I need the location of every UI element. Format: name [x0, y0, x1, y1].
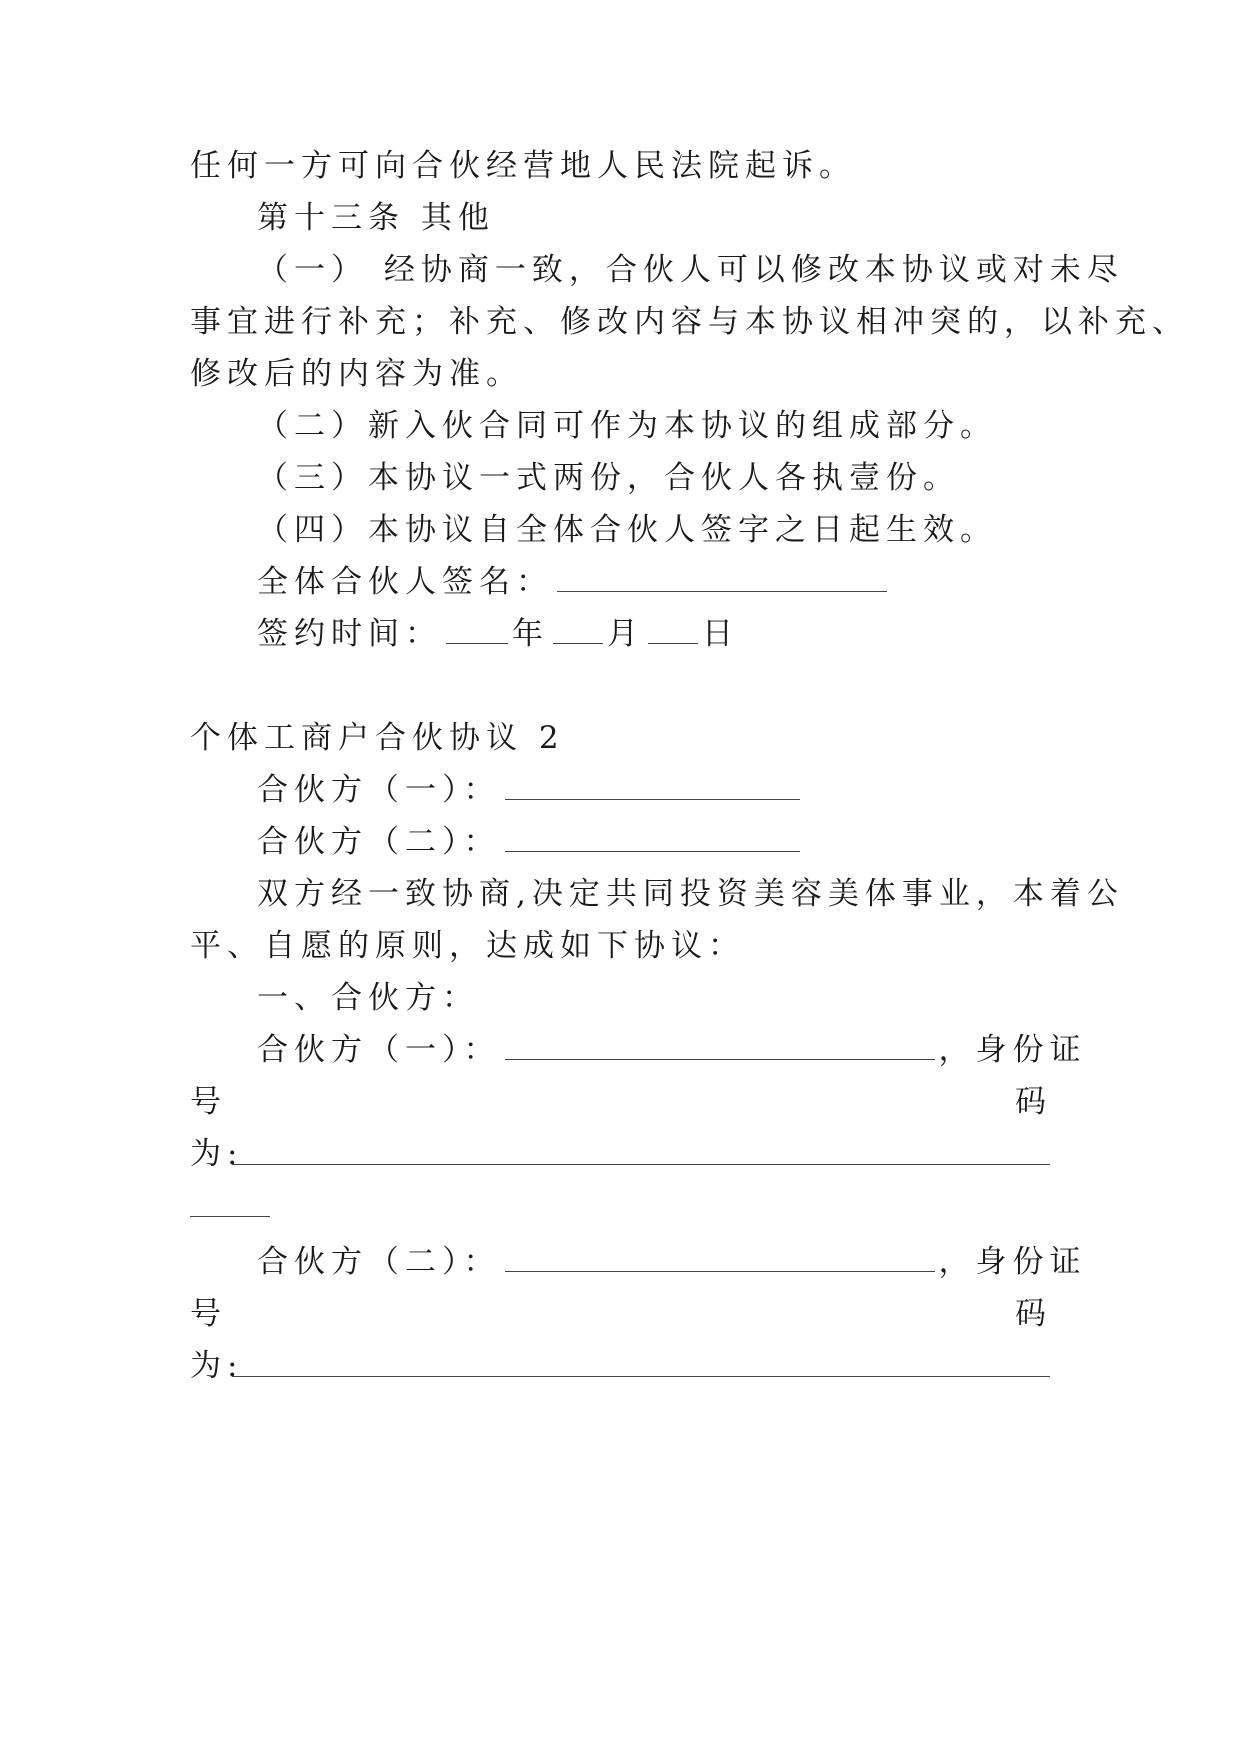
- paragraph-line: 事宜进行补充；补充、修改内容与本协议相冲突的，以补充、: [190, 304, 1189, 340]
- sign-date-line: [257, 614, 1052, 654]
- partner-one-line: [257, 770, 1052, 810]
- partner-two-label: 合伙方（二）：: [257, 824, 501, 860]
- paragraph-line: 修改后的内容为准。: [190, 356, 523, 392]
- partner-one-id-blank[interactable]: [232, 1164, 1050, 1165]
- paragraph-line: 任何一方可向合伙经营地人民法院起诉。: [190, 148, 856, 184]
- wei-text: 为:: [190, 1136, 244, 1172]
- wei-text: 为:: [190, 1348, 244, 1384]
- partner-two-line: [257, 822, 1052, 862]
- month-label: 月: [607, 616, 644, 652]
- id-value-line: [190, 1134, 1052, 1174]
- id-value-line: [190, 1346, 1052, 1386]
- paragraph-line: （三）本协议一式两份，合伙人各执壹份。: [257, 460, 960, 496]
- month-blank[interactable]: [553, 617, 603, 644]
- partner-one-full-line: [257, 1030, 1087, 1070]
- signature-label: 全体合伙人签名：: [257, 564, 553, 600]
- signature-line: [257, 562, 1052, 602]
- paragraph-line: 平、自愿的原则，达成如下协议：: [190, 928, 745, 964]
- ma-text: 码: [1015, 1084, 1052, 1120]
- partner-one-id-blank-continued[interactable]: [190, 1216, 270, 1217]
- paragraph-line: （一） 经协商一致，合伙人可以修改本协议或对未尽: [257, 252, 1124, 288]
- year-blank[interactable]: [446, 617, 508, 644]
- day-label: 日: [702, 616, 739, 652]
- partner-two-id-blank[interactable]: [232, 1376, 1050, 1377]
- year-label: 年: [512, 616, 549, 652]
- partner-two-blank[interactable]: [505, 825, 800, 852]
- hao-text: 号: [190, 1296, 227, 1332]
- id-label-line: [190, 1294, 1052, 1334]
- day-blank[interactable]: [648, 617, 698, 644]
- paragraph-line: （四）本协议自全体合伙人签字之日起生效。: [257, 512, 997, 548]
- partner-two-name-blank[interactable]: [505, 1245, 935, 1272]
- paragraph-line: （二）新入伙合同可作为本协议的组成部分。: [257, 408, 997, 444]
- sign-date-label: 签约时间：: [257, 616, 442, 652]
- section-heading: 一、合伙方：: [257, 980, 479, 1016]
- document-title: 个体工商户合伙协议 2: [190, 720, 565, 756]
- paragraph-line: 双方经一致协商,决定共同投资美容美体事业，本着公: [257, 876, 1124, 912]
- partner-two-full-label: 合伙方（二）：: [257, 1244, 501, 1280]
- id-number-label: ，身份证: [938, 1244, 1087, 1280]
- article-heading: 第十三条 其他: [257, 200, 495, 236]
- ma-text: 码: [1015, 1296, 1052, 1332]
- id-number-label: ，身份证: [938, 1032, 1087, 1068]
- partner-one-blank[interactable]: [505, 773, 800, 800]
- partner-two-full-line: [257, 1242, 1087, 1282]
- id-label-line: [190, 1082, 1052, 1122]
- partner-one-full-label: 合伙方（一）：: [257, 1032, 501, 1068]
- signature-blank[interactable]: [557, 565, 887, 592]
- partner-one-name-blank[interactable]: [505, 1033, 935, 1060]
- hao-text: 号: [190, 1084, 227, 1120]
- partner-one-label: 合伙方（一）：: [257, 772, 501, 808]
